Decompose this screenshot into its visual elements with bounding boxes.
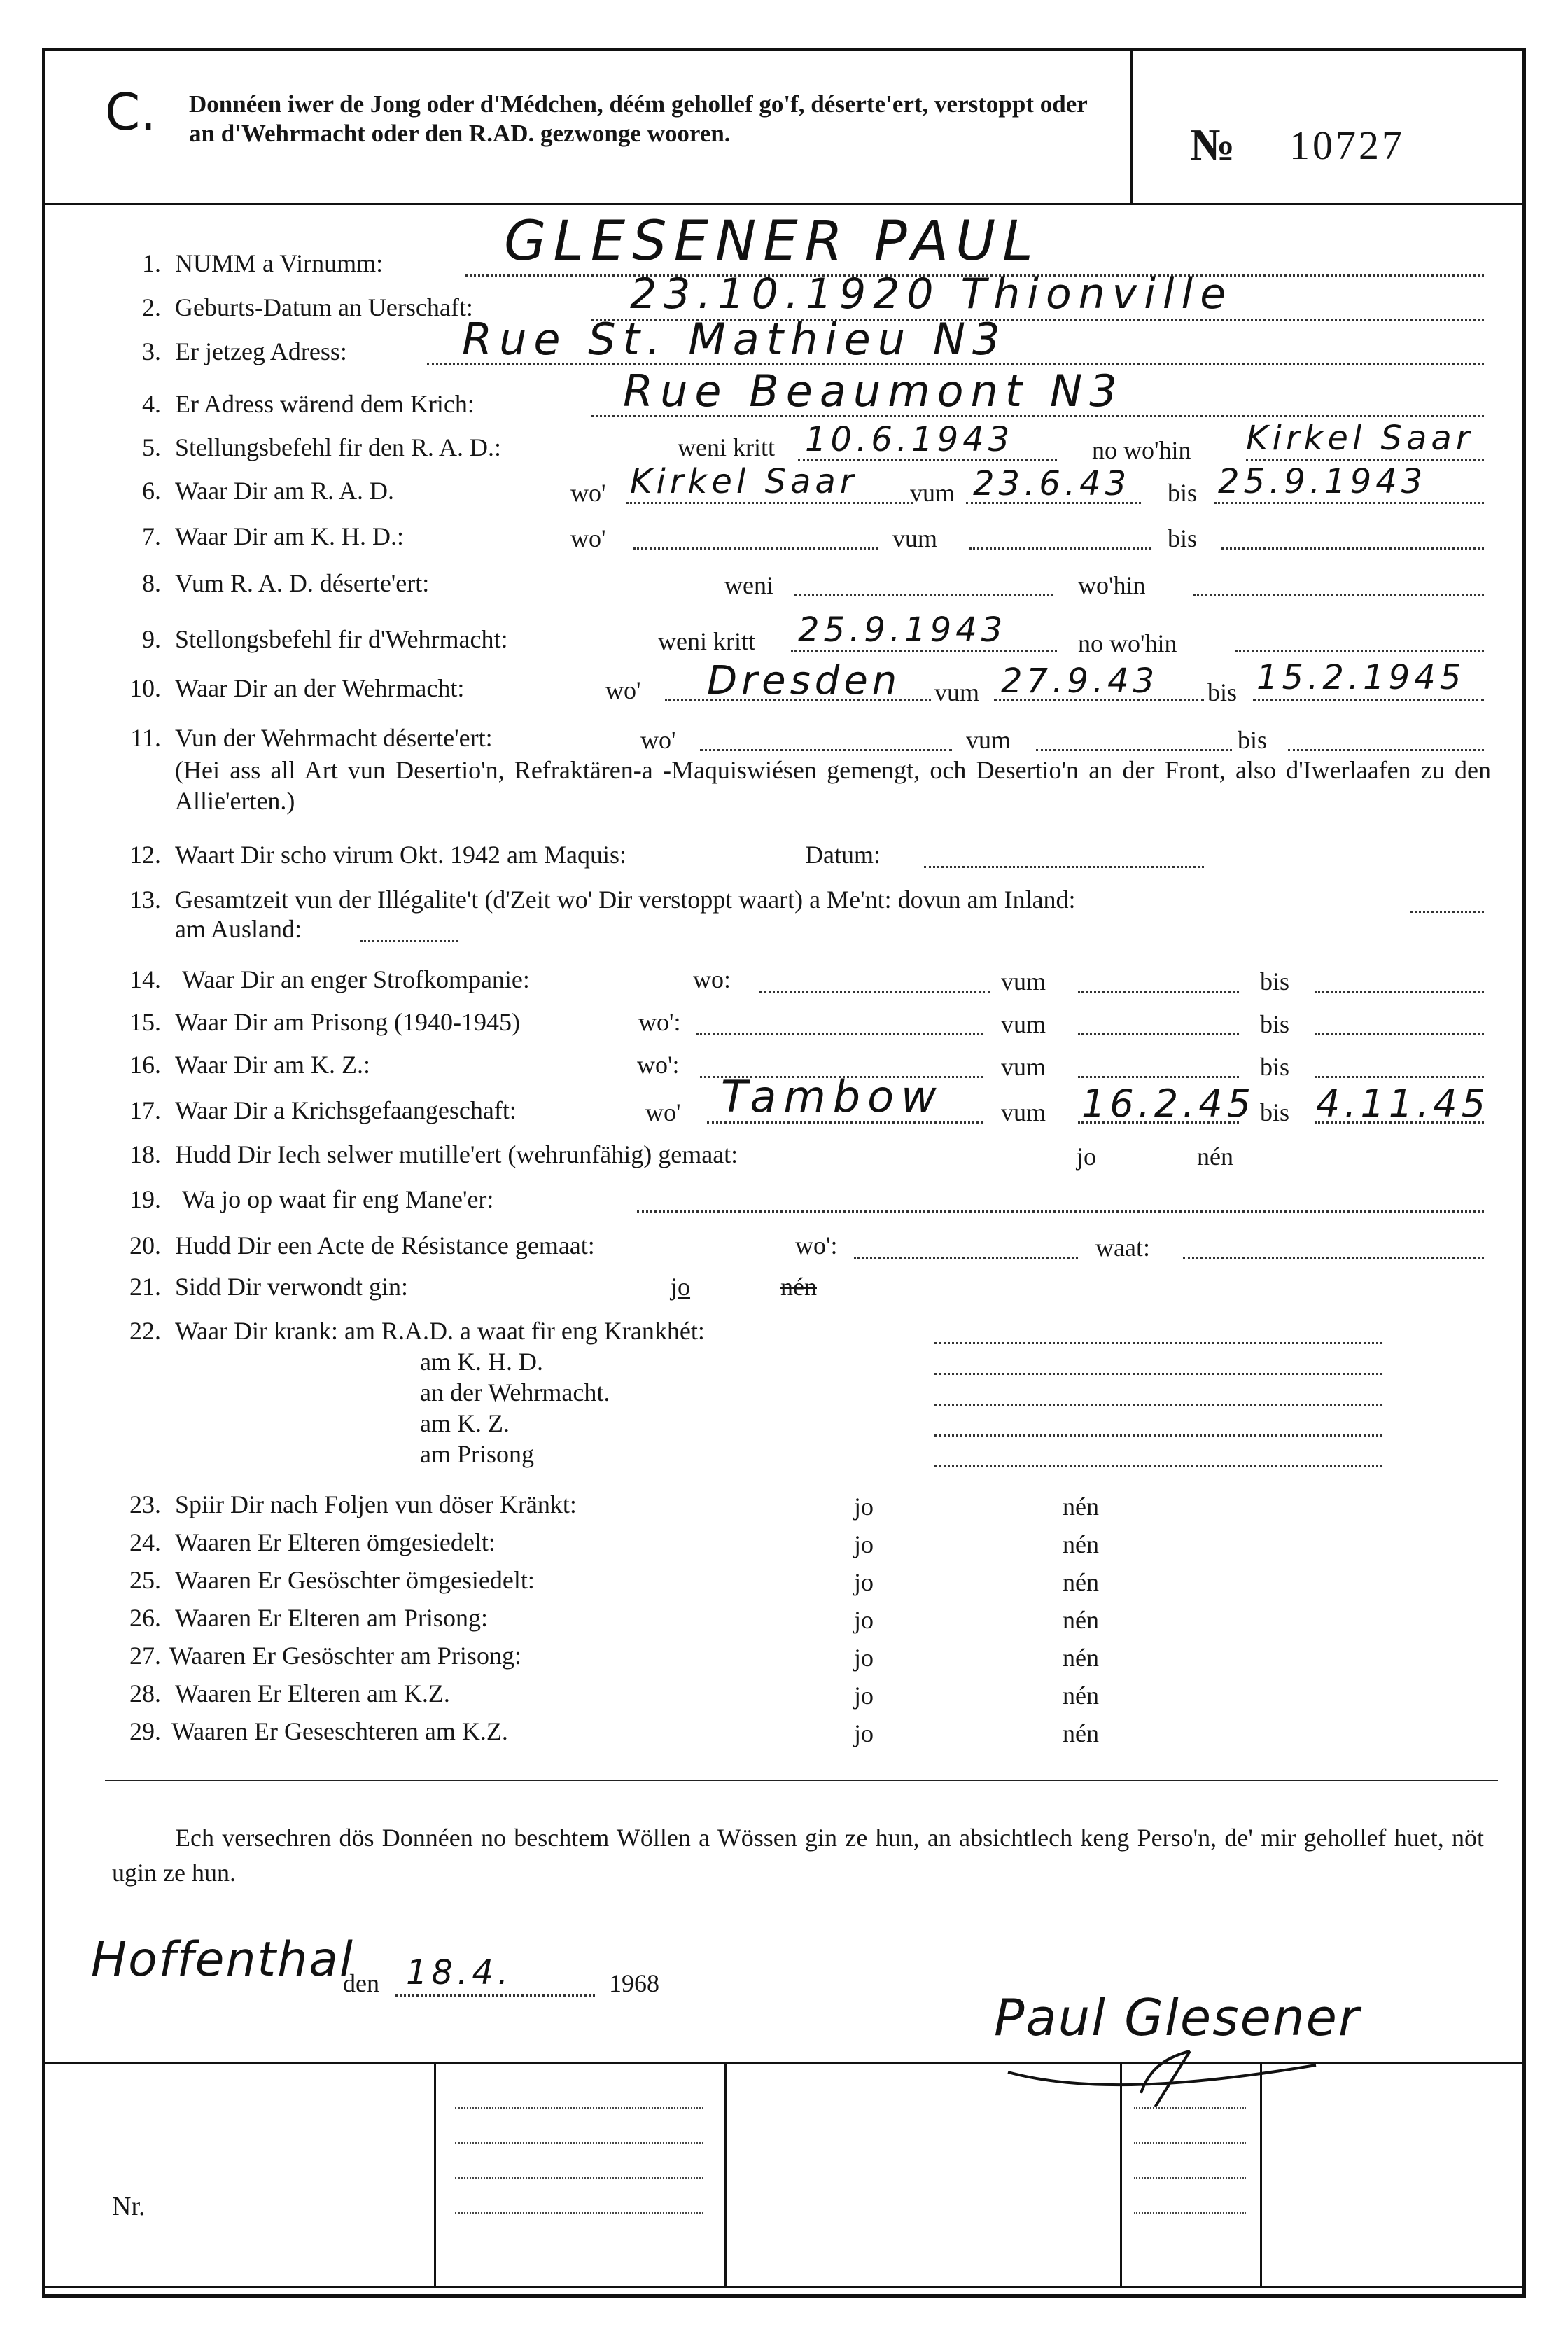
row-number: 21.	[130, 1273, 161, 1301]
option-no-struck: nén	[780, 1273, 817, 1301]
field-label-wehrmacht-order: Stellongsbefehl fir d'Wehrmacht:	[175, 625, 508, 653]
table-col-divider	[1260, 2062, 1262, 2286]
field-line	[1036, 749, 1232, 751]
field-line	[626, 502, 913, 504]
table-entry-line	[1134, 2212, 1246, 2214]
field-label-parents-resettled: Waaren Er Elteren ömgesiedelt:	[175, 1528, 496, 1556]
option-yes: jo	[854, 1644, 874, 1672]
table-entry-line	[1134, 2177, 1246, 2179]
table-entry-line	[1134, 2107, 1246, 2109]
field-line	[1315, 1076, 1484, 1078]
field-label-maquis: Waart Dir scho virum Okt. 1942 am Maquis:	[175, 841, 626, 869]
year-label: 1968	[609, 1969, 659, 1997]
row-number: 13.	[130, 886, 161, 914]
field-line	[696, 1033, 983, 1035]
row-number: 6.	[142, 477, 161, 505]
form-border-inner-line	[42, 2286, 1526, 2288]
field-sublabel: am K. Z.	[420, 1409, 510, 1437]
field-label-captivity: Waar Dir a Krichsgefaangeschaft:	[175, 1096, 517, 1124]
field-line	[1183, 1257, 1484, 1259]
field-label-parents-prison: Waaren Er Elteren am Prisong:	[175, 1604, 488, 1632]
field-sublabel: bis	[1260, 1053, 1290, 1081]
field-label-birth: Geburts-Datum an Uerschaft:	[175, 293, 473, 321]
field-label-rad-order: Stellungsbefehl fir den R. A. D.:	[175, 433, 501, 461]
row-number: 16.	[130, 1051, 161, 1079]
field-line	[1078, 1033, 1239, 1035]
table-entry-line	[1134, 2142, 1246, 2144]
option-yes-selected: jo	[671, 1273, 691, 1301]
row-number: 27.	[130, 1642, 161, 1670]
field-line	[794, 594, 1054, 596]
row-number: 1.	[142, 249, 161, 277]
field-sublabel: wo':	[795, 1231, 838, 1259]
field-sublabel: waat:	[1096, 1234, 1150, 1262]
row-number: 15.	[130, 1008, 161, 1036]
option-no: nén	[1197, 1142, 1233, 1170]
row-number: 12.	[130, 841, 161, 869]
field-label-khd: Waar Dir am K. H. D.:	[175, 522, 405, 550]
field-sublabel: an der Wehrmacht.	[420, 1378, 610, 1406]
header-divider	[1130, 49, 1133, 203]
field-line	[854, 1257, 1078, 1259]
signature-flourish-icon	[980, 1988, 1400, 2107]
field-label-parents-kz: Waaren Er Elteren am K.Z.	[175, 1679, 450, 1707]
field-sublabel: vum	[1001, 967, 1046, 995]
row-number: 7.	[142, 522, 161, 550]
date-prefix-label: den	[343, 1969, 379, 1997]
option-no: nén	[1063, 1493, 1099, 1521]
option-yes: jo	[854, 1568, 874, 1596]
field-label-abroad: am Ausland:	[175, 915, 302, 943]
field-sublabel: wo'hin	[1078, 571, 1146, 599]
field-sublabel: Datum:	[805, 841, 881, 869]
declaration-text: Ech versechren dös Donnéen no beschtem Wöllen a Wössen gin ze hun, an absichtlech keng Perso'n, de' mir gehollef huet, nöt ugin ze hun.	[112, 1824, 1484, 1887]
table-col-divider	[434, 2062, 436, 2286]
row-number: 26.	[130, 1604, 161, 1632]
field-line	[700, 749, 952, 751]
field-sublabel: bis	[1260, 967, 1290, 995]
field-label-resistance: Hudd Dir een Acte de Résistance gemaat:	[175, 1231, 595, 1259]
field-label-siblings-resettled: Waaren Er Gesöschter ömgesiedelt:	[175, 1566, 535, 1594]
row-number: 2.	[142, 293, 161, 321]
field-label-wehrmacht-desert: Vun der Wehrmacht déserte'ert:	[175, 724, 493, 752]
row-number: 20.	[130, 1231, 161, 1259]
option-yes: jo	[854, 1493, 874, 1521]
table-col-divider	[724, 2062, 727, 2286]
handwritten-captivity-place: Tambow	[721, 1071, 944, 1122]
field-line	[791, 650, 1057, 652]
option-no: nén	[1063, 1644, 1099, 1672]
field-label-rad: Waar Dir am R. A. D.	[175, 477, 395, 505]
option-yes: jo	[854, 1530, 874, 1558]
field-sublabel: weni kritt	[658, 627, 755, 655]
row-number: 11.	[130, 724, 161, 752]
option-no: nén	[1063, 1719, 1099, 1747]
field-line	[934, 1404, 1382, 1406]
handwritten-wehrmacht-from: 27.9.43	[1001, 662, 1159, 701]
field-sublabel: wo'	[570, 479, 606, 507]
handwritten-rad-to: 25.9.1943	[1218, 462, 1427, 501]
section-letter: C.	[105, 83, 157, 141]
handwritten-rad-from: 23.6.43	[973, 464, 1131, 503]
table-top-line	[42, 2062, 1526, 2064]
field-sublabel: no wo'hin	[1092, 436, 1191, 464]
field-line	[760, 991, 990, 993]
row-number: 9.	[142, 625, 161, 653]
field-sublabel: weni	[724, 571, 774, 599]
field-line	[1078, 991, 1239, 993]
field-line	[1315, 991, 1484, 993]
row-number: 3.	[142, 337, 161, 365]
field-sublabel: bis	[1208, 678, 1238, 706]
handwritten-date: 18.4.	[406, 1953, 513, 1992]
field-sublabel: vum	[910, 479, 955, 507]
field-label-war-address: Er Adress wärend dem Krich:	[175, 390, 475, 418]
form-number-label: №	[1190, 120, 1236, 169]
field-line	[1194, 594, 1484, 596]
row-number: 17.	[130, 1096, 161, 1124]
handwritten-place: Hoffenthal	[91, 1932, 354, 1987]
handwritten-wehrmacht-to: 15.2.1945	[1256, 658, 1466, 697]
option-no: nén	[1063, 1682, 1099, 1710]
field-line	[396, 1994, 595, 1997]
table-entry-line	[455, 2107, 704, 2109]
option-yes: jo	[1077, 1142, 1097, 1170]
handwritten-rad-order-date: 10.6.1943	[805, 420, 1014, 459]
field-sublabel: wo'	[570, 524, 606, 552]
option-yes: jo	[854, 1719, 874, 1747]
field-sublabel: bis	[1260, 1098, 1290, 1126]
row-number: 29.	[130, 1717, 161, 1745]
option-yes: jo	[854, 1682, 874, 1710]
option-yes: jo	[854, 1606, 874, 1634]
field-line	[1222, 547, 1484, 550]
table-entry-line	[455, 2142, 704, 2144]
field-sublabel: wo'	[640, 726, 676, 754]
field-sublabel: vum	[1001, 1053, 1046, 1081]
field-sublabel: bis	[1168, 479, 1198, 507]
field-sublabel: vum	[1001, 1010, 1046, 1038]
field-sublabel: vum	[892, 524, 938, 552]
field-label-wehrmacht: Waar Dir an der Wehrmacht:	[175, 674, 465, 702]
field-label-manner: Wa jo op waat fir eng Mane'er:	[182, 1185, 494, 1213]
field-label-penal-company: Waar Dir an enger Strofkompanie:	[182, 965, 530, 993]
handwritten-name: GLESENER PAUL	[504, 210, 1040, 273]
row-number: 24.	[130, 1528, 161, 1556]
field-line	[1236, 650, 1484, 652]
field-label-sick: Waar Dir krank: am R.A.D. a waat fir eng Krankhét:	[175, 1317, 705, 1345]
field-line	[1246, 459, 1484, 461]
field-line	[1410, 911, 1484, 913]
row-number: 8.	[142, 569, 161, 597]
field-label-wounded: Sidd Dir verwondt gin:	[175, 1273, 408, 1301]
field-label-siblings-prison: Waaren Er Gesöschter am Prisong:	[169, 1642, 522, 1670]
table-entry-line	[455, 2212, 704, 2214]
field-line	[934, 1342, 1382, 1344]
table-entry-line	[455, 2177, 704, 2179]
field-sublabel: wo:	[693, 965, 731, 993]
field-sublabel: no wo'hin	[1078, 629, 1177, 657]
field-line	[1315, 1033, 1484, 1035]
form-number-value: 10727	[1289, 123, 1405, 168]
row-number: 4.	[142, 390, 161, 418]
handwritten-wehrmacht-order-date: 25.9.1943	[798, 610, 1007, 650]
row-number: 23.	[130, 1490, 161, 1518]
field-sublabel: wo':	[638, 1008, 681, 1036]
field-line	[934, 1465, 1382, 1467]
row-number: 25.	[130, 1566, 161, 1594]
field-line	[360, 940, 458, 942]
field-line	[634, 547, 878, 550]
field-label-name: NUMM a Virnumm:	[175, 249, 384, 277]
option-no: nén	[1063, 1606, 1099, 1634]
field-label-prison: Waar Dir am Prisong (1940-1945)	[175, 1008, 520, 1036]
row-number: 5.	[142, 433, 161, 461]
field-sublabel: vum	[934, 678, 980, 706]
field-sublabel: am Prisong	[420, 1440, 535, 1468]
option-no: nén	[1063, 1568, 1099, 1596]
field-label-illegality: Gesamtzeit vun der Illégalite't (d'Zeit wo' Dir verstoppt waart) a Me'nt: dovun am Inland:	[175, 886, 1076, 914]
field-line	[1214, 502, 1484, 504]
field-label-current-address: Er jetzeg Adress:	[175, 337, 347, 365]
field-sublabel: bis	[1168, 524, 1198, 552]
row-number: 18.	[130, 1140, 161, 1168]
field-line	[1078, 1076, 1239, 1078]
handwritten-captivity-to: 4.11.45	[1316, 1082, 1490, 1126]
field-note: (Hei ass all Art vun Desertio'n, Refraktären-a -Maquiswiésen gemengt, och Desertio'n an der Front, also d'Iwerlaafen zu den Allie'erten.)	[175, 756, 1491, 815]
field-sublabel: bis	[1260, 1010, 1290, 1038]
field-sublabel: wo'	[645, 1098, 681, 1126]
field-label-consequences: Spiir Dir nach Foljen vun döser Kränkt:	[175, 1490, 577, 1518]
field-line	[934, 1373, 1382, 1375]
row-number: 19.	[130, 1185, 161, 1213]
field-sublabel: wo':	[637, 1051, 680, 1079]
row-number: 14.	[130, 965, 161, 993]
section-title: Donnéen iwer de Jong oder d'Médchen, déém gehollef go'f, déserte'ert, verstoppt oder an d'Wehrmacht oder den R.AD. gezwonge wooren.	[189, 90, 1088, 147]
handwritten-wehrmacht-place: Dresden	[707, 658, 902, 704]
field-label-self-mutilation: Hudd Dir Iech selwer mutille'ert (wehrunfähig) gemaat:	[175, 1140, 738, 1168]
handwritten-birth: 23.10.1920 Thionville	[630, 270, 1233, 319]
section-separator	[105, 1780, 1498, 1781]
field-label-rad-desert: Vum R. A. D. déserte'ert:	[175, 569, 430, 597]
row-number: 22.	[130, 1317, 161, 1345]
field-line	[969, 547, 1152, 550]
field-label-kz: Waar Dir am K. Z.:	[175, 1051, 370, 1079]
field-line	[924, 866, 1204, 868]
field-line	[637, 1210, 1484, 1213]
nr-label: Nr.	[112, 2192, 146, 2221]
handwritten-captivity-from: 16.2.45	[1082, 1082, 1256, 1126]
header-rule	[42, 203, 1526, 205]
field-sublabel: vum	[1001, 1098, 1046, 1126]
field-line	[934, 1434, 1382, 1437]
field-label-siblings-kz: Waaren Er Geseschteren am K.Z.	[172, 1717, 508, 1745]
field-sublabel: bis	[1238, 726, 1268, 754]
row-number: 28.	[130, 1679, 161, 1707]
option-no: nén	[1063, 1530, 1099, 1558]
field-line	[1253, 699, 1484, 701]
field-sublabel: weni kritt	[678, 433, 775, 461]
field-line	[1288, 749, 1484, 751]
handwritten-war-address: Rue Beaumont N3	[623, 365, 1124, 417]
handwritten-rad-order-place: Kirkel Saar	[1246, 419, 1474, 458]
handwritten-signature: Paul Glesener	[994, 1988, 1361, 2047]
field-sublabel: wo'	[606, 676, 641, 704]
field-sublabel: vum	[966, 726, 1011, 754]
row-number: 10.	[130, 674, 161, 702]
handwritten-current-address: Rue St. Mathieu N3	[462, 314, 1007, 365]
handwritten-rad-place: Kirkel Saar	[630, 462, 858, 501]
table-col-divider	[1120, 2062, 1122, 2286]
field-sublabel: am K. H. D.	[420, 1348, 543, 1376]
